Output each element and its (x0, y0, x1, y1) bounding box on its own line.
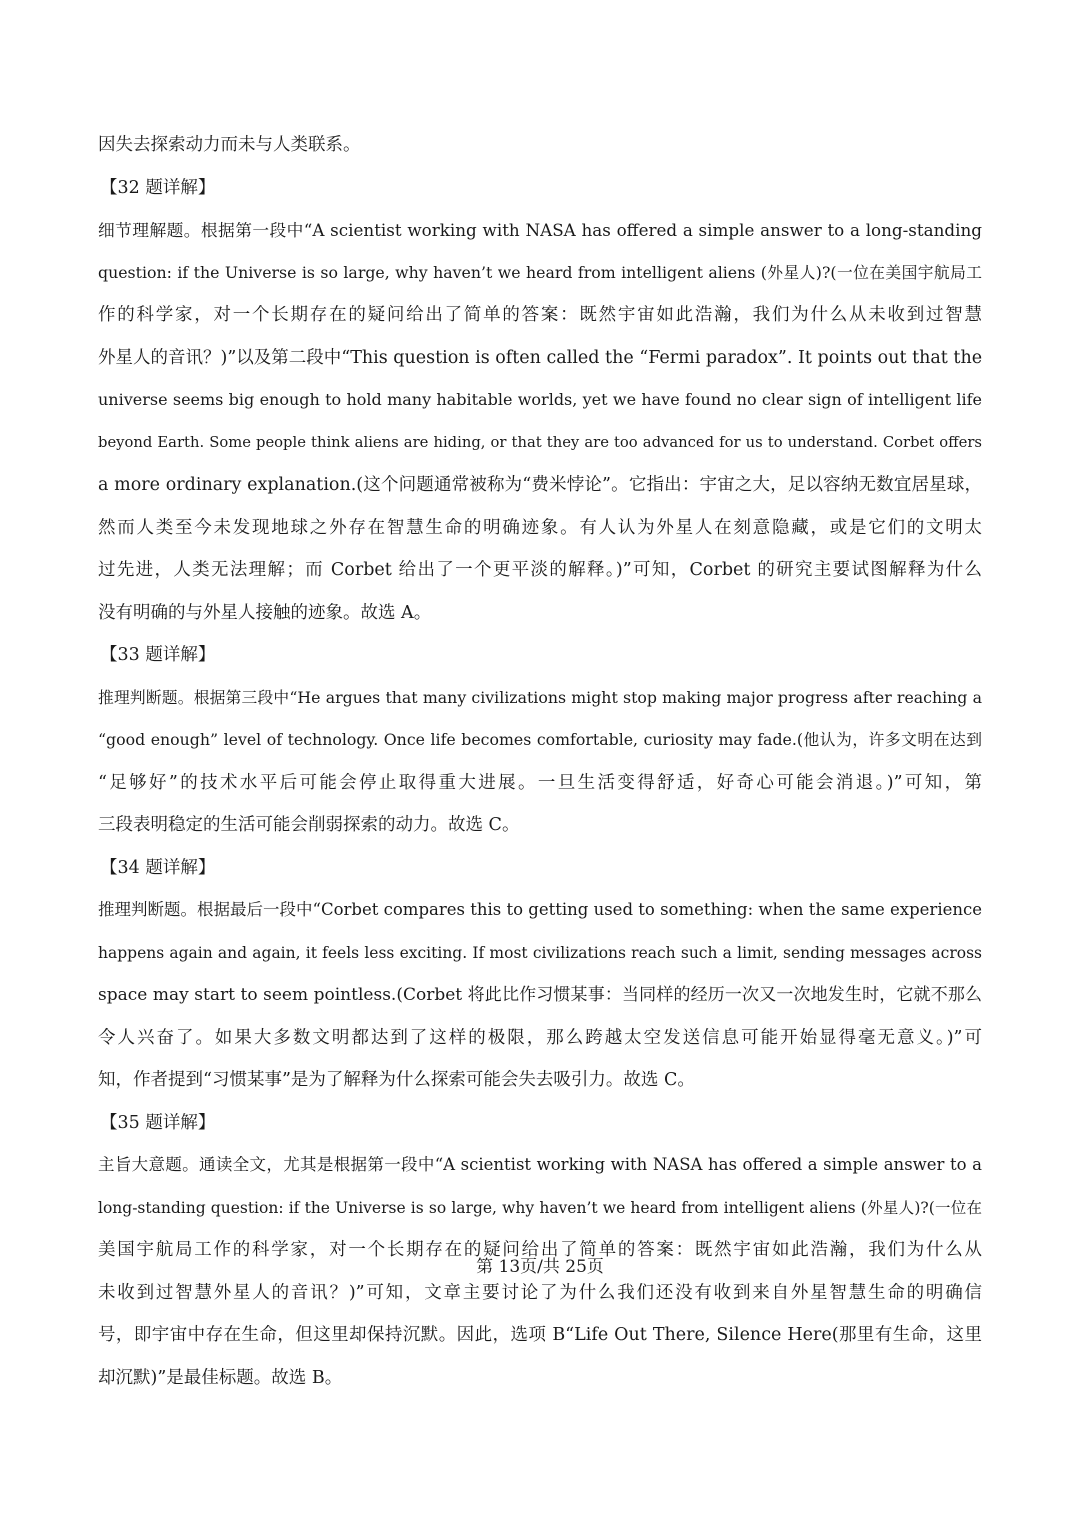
paragraph-line: 推理判断题。根据第三段中“He argues that many civilizations might stop making major progress after reaching a (98, 687, 982, 707)
section-heading: 【34 题详解】 (100, 857, 216, 878)
paragraph-line: 细节理解题。根据第一段中“A scientist working with NASA has offered a simple answer to a long-standing (98, 220, 982, 240)
paragraph-line: 却沉默)”是最佳标题。故选 B。 (98, 1367, 343, 1388)
paragraph-line: 推理判断题。根据最后一段中“Corbet compares this to getting used to something: when the same experience (98, 900, 982, 919)
paragraph-line: 知，作者提到“习惯某事”是为了解释为什么探索可能会失去吸引力。故选 C。 (98, 1070, 695, 1090)
section-heading: 【33 题详解】 (100, 645, 216, 665)
paragraph-line: 作的科学家，对一个长期存在的疑问给出了简单的答案：既然宇宙如此浩瀚，我们为什么从未收到过智慧 (98, 305, 982, 325)
page-number-footer: 第 13页/共 25页 (476, 1257, 604, 1277)
section-32 (98, 167, 982, 635)
paragraph-line: beyond Earth. Some people think aliens are hiding, or that they are too advanced for us to understand. Corbet offers (98, 433, 982, 451)
paragraph-line: space may start to seem pointless.(Corbet 将此比作习惯某事：当同样的经历一次又一次地发生时，它就不那么 (98, 985, 982, 1005)
section-35 (98, 1102, 982, 1400)
paragraph-line: question: if the Universe is so large, why haven’t we heard from intelligent aliens (外星人)?(一位在美国宇航局工 (98, 262, 982, 282)
intro-line: 因失去探索动力而未与人类联系。 (98, 135, 361, 155)
paragraph-line: a more ordinary explanation.(这个问题通常被称为“费米悖论”。它指出：宇宙之大，足以容纳无数宜居星球， (98, 475, 982, 495)
paragraph-line: 没有明确的与外星人接触的迹象。故选 A。 (98, 602, 432, 623)
document-body (98, 124, 982, 1399)
paragraph-line: 令人兴奋了。如果大多数文明都达到了这样的极限，那么跨越太空发送信息可能开始显得毫无意义。)”可 (98, 1027, 982, 1048)
paragraph-line: universe seems big enough to hold many habitable worlds, yet we have found no clear sign of intelligent life (98, 390, 982, 409)
section-34 (98, 847, 982, 1102)
paragraph-line: 未收到过智慧外星人的音讯？)”可知，文章主要讨论了为什么我们还没有收到来自外星智慧生命的明确信 (98, 1282, 982, 1303)
section-33 (98, 634, 982, 847)
paragraph-line: happens again and again, it feels less exciting. If most civilizations reach such a limit, sending messages across (98, 943, 982, 962)
section-heading: 【35 题详解】 (100, 1112, 216, 1133)
paragraph-line: 三段表明稳定的生活可能会削弱探索的动力。故选 C。 (98, 815, 520, 835)
paragraph-line: “good enough” level of technology. Once life becomes comfortable, curiosity may fade.(他认为，许多文明在达到 (98, 730, 982, 749)
paragraph-line: 美国宇航局工作的科学家，对一个长期存在的疑问给出了简单的答案：既然宇宙如此浩瀚，我们为什么从 (98, 1240, 982, 1260)
paragraph-line: 号，即宇宙中存在生命，但这里却保持沉默。因此，选项 B“Life Out There, Silence Here(那里有生命，这里 (98, 1325, 982, 1345)
paragraph-line: 过先进，人类无法理解；而 Corbet 给出了一个更平淡的解释。)”可知，Corbet 的研究主要试图解释为什么 (98, 560, 982, 580)
paragraph-line: long-standing question: if the Universe is so large, why haven’t we heard from intelligent aliens (外星人)?(一位在 (98, 1198, 982, 1217)
paragraph-line: “足够好”的技术水平后可能会停止取得重大进展。一旦生活变得舒适，好奇心可能会消退。)”可知，第 (98, 772, 982, 793)
section-heading: 【32 题详解】 (100, 177, 216, 198)
paragraph-line: 然而人类至今未发现地球之外存在智慧生命的明确迹象。有人认为外星人在刻意隐藏，或是它们的文明太 (98, 517, 982, 538)
paragraph-line: 外星人的音讯？)”以及第二段中“This question is often called the “Fermi paradox”. It points out that the (98, 347, 982, 368)
paragraph-line: 主旨大意题。通读全文，尤其是根据第一段中“A scientist working with NASA has offered a simple answer to a (98, 1155, 982, 1174)
